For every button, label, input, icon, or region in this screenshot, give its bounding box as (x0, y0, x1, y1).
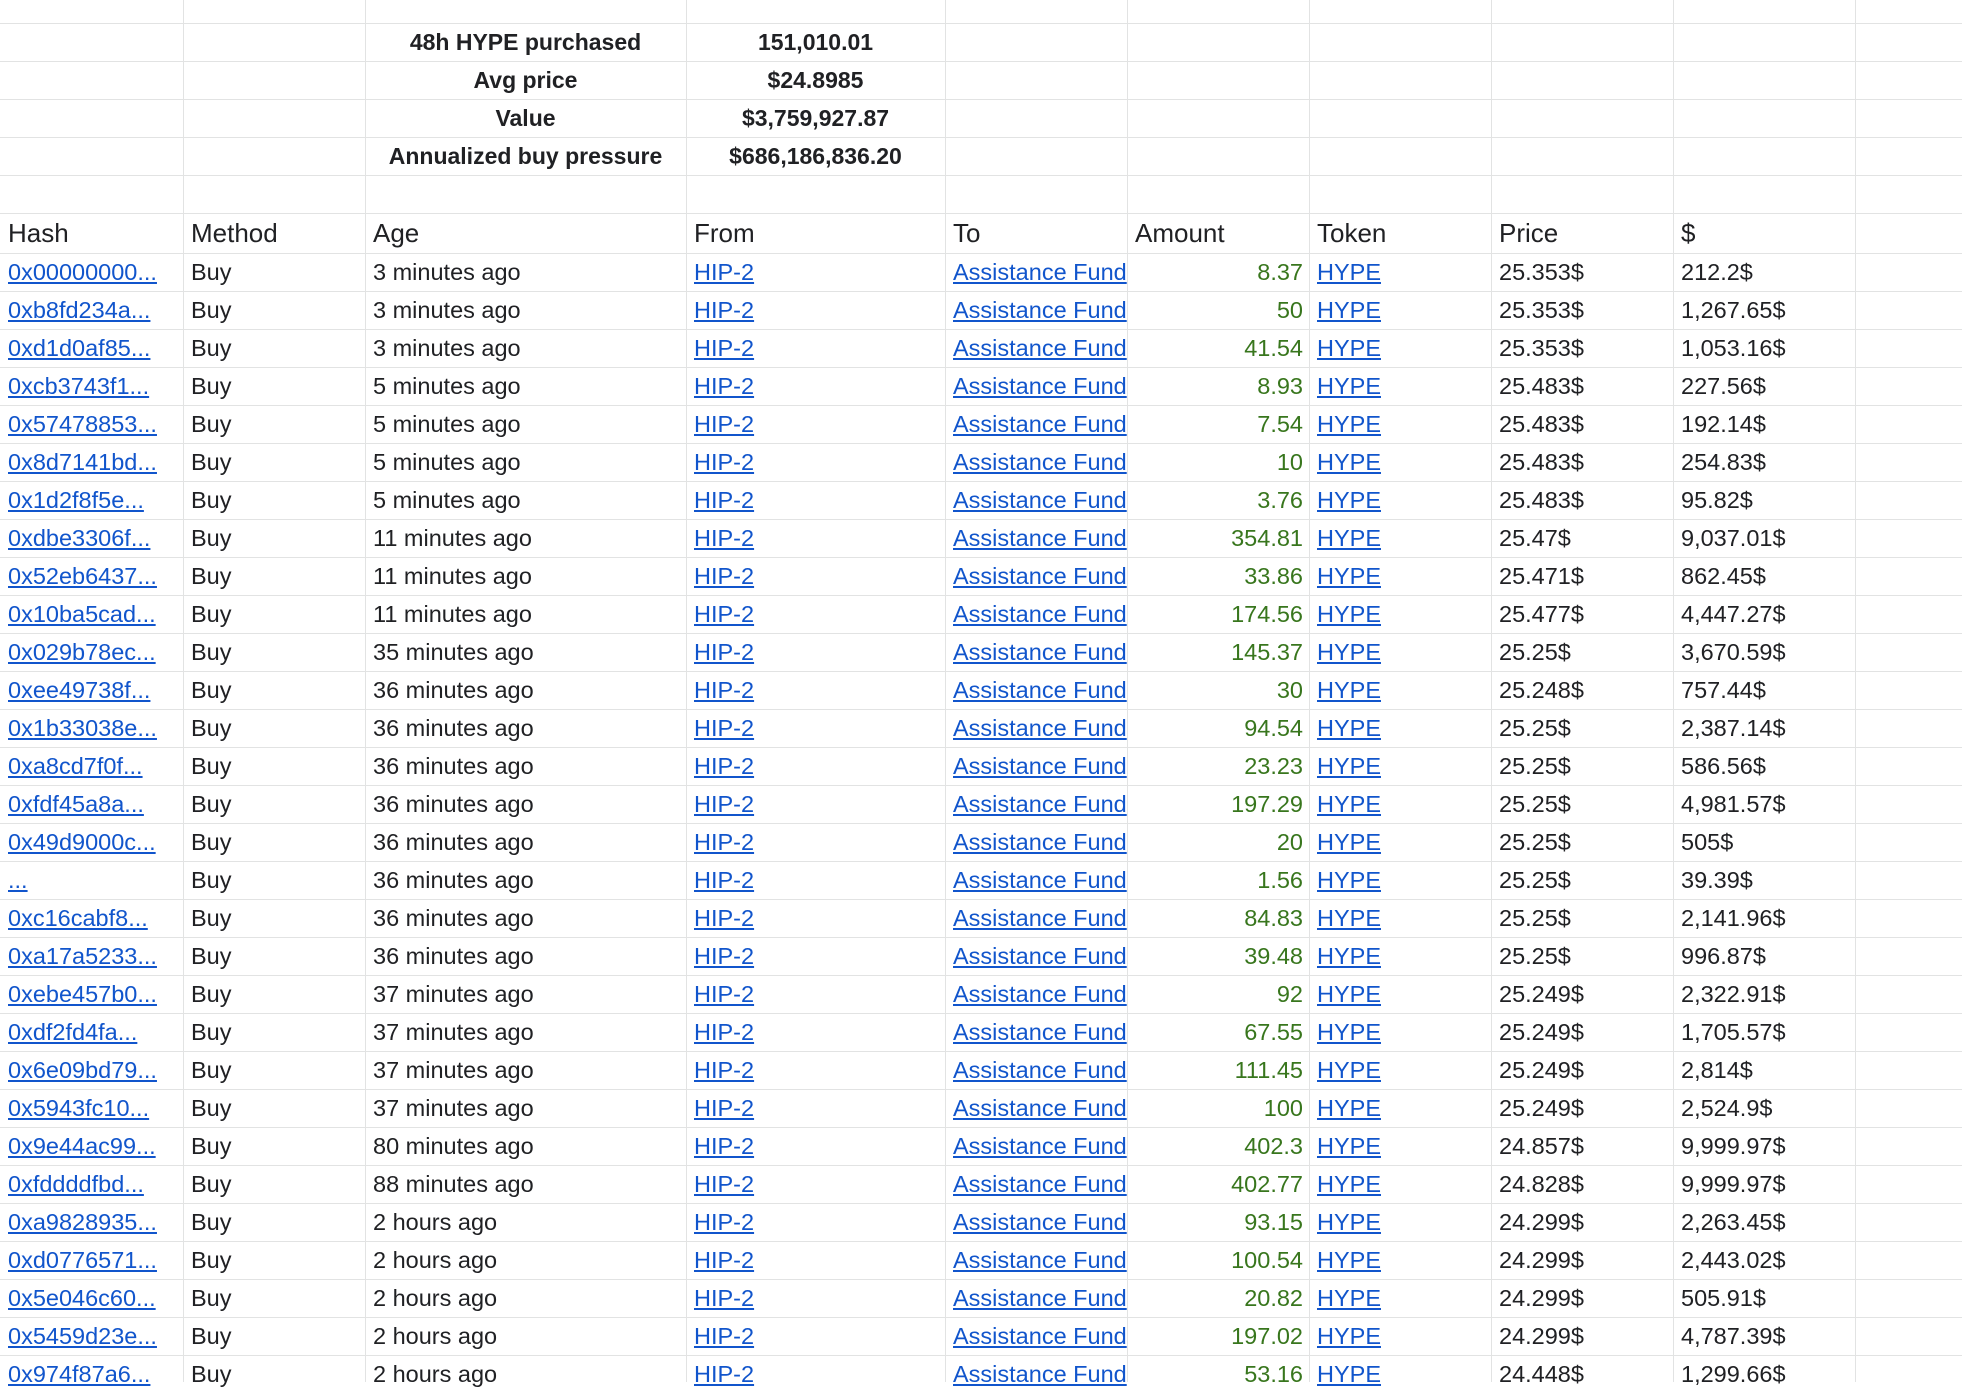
cell-hash-link[interactable]: 0x1d2f8f5e... (8, 487, 144, 513)
cell-hash-link[interactable]: 0xee49738f... (8, 677, 151, 703)
cell-from-link[interactable]: HIP-2 (694, 259, 755, 285)
cell-method: Buy (191, 905, 232, 931)
cell-amount: 30 (1276, 677, 1303, 703)
cell-age: 11 minutes ago (373, 563, 532, 589)
cell-price: 24.448$ (1499, 1361, 1584, 1387)
cell-price: 25.353$ (1499, 335, 1584, 361)
cell-method: Buy (191, 1171, 232, 1197)
cell-age: 37 minutes ago (373, 1057, 534, 1083)
cell-age: 11 minutes ago (373, 601, 532, 627)
cell-to-link[interactable]: Assistance Fund (953, 563, 1127, 589)
cell-token-link[interactable]: HYPE (1317, 411, 1381, 437)
cell-method: Buy (191, 487, 232, 513)
summary-value: $24.8985 (767, 67, 864, 93)
cell-token-link[interactable]: HYPE (1317, 487, 1381, 513)
cell-price: 25.25$ (1499, 715, 1571, 741)
cell-age: 36 minutes ago (373, 753, 534, 779)
column-header-price: Price (1499, 218, 1559, 248)
cell-to-link[interactable]: Assistance Fund (953, 335, 1127, 361)
column-header-amount: Amount (1135, 218, 1225, 248)
cell-age: 36 minutes ago (373, 905, 534, 931)
cell-method: Buy (191, 867, 232, 893)
row-divider (0, 99, 1962, 100)
cell-price: 24.299$ (1499, 1209, 1584, 1235)
cell-token-link[interactable]: HYPE (1317, 715, 1381, 741)
cell-amount: 20 (1276, 829, 1303, 855)
cell-from-link[interactable]: HIP-2 (694, 867, 755, 893)
cell-hash-link[interactable]: 0x57478853... (8, 411, 157, 437)
column-header-method: Method (191, 218, 278, 248)
cell-to-link[interactable]: Assistance Fund (953, 981, 1127, 1007)
cell-from-link[interactable]: HIP-2 (694, 563, 755, 589)
cell-age: 36 minutes ago (373, 829, 534, 855)
cell-method: Buy (191, 1247, 232, 1273)
cell-hash-link[interactable]: ... (8, 867, 28, 893)
cell-price: 25.483$ (1499, 449, 1584, 475)
cell-token-link[interactable]: HYPE (1317, 639, 1381, 665)
cell-price: 25.477$ (1499, 601, 1584, 627)
cell-from-link[interactable]: HIP-2 (694, 1057, 755, 1083)
summary-value: $686,186,836.20 (729, 143, 902, 169)
cell-amount: 402.77 (1231, 1171, 1303, 1197)
cell-age: 5 minutes ago (373, 411, 521, 437)
cell-usd: 9,999.97$ (1681, 1133, 1786, 1159)
cell-amount: 197.29 (1231, 791, 1303, 817)
cell-price: 25.483$ (1499, 411, 1584, 437)
cell-from-link[interactable]: HIP-2 (694, 1209, 755, 1235)
cell-method: Buy (191, 981, 232, 1007)
cell-from-link[interactable]: HIP-2 (694, 1095, 755, 1121)
cell-age: 5 minutes ago (373, 449, 521, 475)
cell-to-link[interactable]: Assistance Fund (953, 1019, 1127, 1045)
cell-hash-link[interactable]: 0xa17a5233... (8, 943, 157, 969)
cell-amount: 145.37 (1231, 639, 1303, 665)
cell-price: 25.47$ (1499, 525, 1571, 551)
cell-price: 24.857$ (1499, 1133, 1584, 1159)
cell-age: 3 minutes ago (373, 259, 521, 285)
cell-token-link[interactable]: HYPE (1317, 601, 1381, 627)
cell-price: 24.828$ (1499, 1171, 1584, 1197)
column-header-usd: $ (1681, 218, 1696, 248)
cell-amount: 20.82 (1244, 1285, 1303, 1311)
cell-method: Buy (191, 411, 232, 437)
cell-amount: 3.76 (1257, 487, 1303, 513)
cell-to-link[interactable]: Assistance Fund (953, 1247, 1127, 1273)
cell-hash-link[interactable]: 0x5e046c60... (8, 1285, 156, 1311)
cell-method: Buy (191, 1361, 232, 1387)
cell-usd: 192.14$ (1681, 411, 1766, 437)
cell-price: 25.25$ (1499, 905, 1571, 931)
cell-usd: 1,299.66$ (1681, 1361, 1786, 1387)
cell-hash-link[interactable]: 0xd1d0af85... (8, 335, 151, 361)
cell-usd: 2,322.91$ (1681, 981, 1786, 1007)
cell-price: 25.25$ (1499, 753, 1571, 779)
cell-token-link[interactable]: HYPE (1317, 1285, 1381, 1311)
cell-method: Buy (191, 1057, 232, 1083)
cell-amount: 8.37 (1257, 259, 1303, 285)
cell-amount: 67.55 (1244, 1019, 1303, 1045)
cell-hash-link[interactable]: 0x10ba5cad... (8, 601, 156, 627)
cell-to-link[interactable]: Assistance Fund (953, 867, 1127, 893)
cell-token-link[interactable]: HYPE (1317, 1133, 1381, 1159)
cell-hash-link[interactable]: 0x00000000... (8, 259, 157, 285)
cell-usd: 9,999.97$ (1681, 1171, 1786, 1197)
cell-to-link[interactable]: Assistance Fund (953, 715, 1127, 741)
cell-from-link[interactable]: HIP-2 (694, 905, 755, 931)
cell-token-link[interactable]: HYPE (1317, 943, 1381, 969)
cell-method: Buy (191, 677, 232, 703)
cell-amount: 197.02 (1231, 1323, 1303, 1349)
cell-usd: 212.2$ (1681, 259, 1753, 285)
cell-price: 25.249$ (1499, 981, 1584, 1007)
cell-hash-link[interactable]: 0xa8cd7f0f... (8, 753, 143, 779)
cell-usd: 39.39$ (1681, 867, 1753, 893)
summary-value: 151,010.01 (757, 29, 874, 55)
cell-usd: 996.87$ (1681, 943, 1766, 969)
cell-to-link[interactable]: Assistance Fund (953, 829, 1127, 855)
cell-age: 37 minutes ago (373, 981, 534, 1007)
cell-price: 25.353$ (1499, 297, 1584, 323)
cell-hash-link[interactable]: 0x9e44ac99... (8, 1133, 156, 1159)
cell-price: 24.299$ (1499, 1285, 1584, 1311)
cell-amount: 8.93 (1257, 373, 1303, 399)
cell-token-link[interactable]: HYPE (1317, 563, 1381, 589)
cell-from-link[interactable]: HIP-2 (694, 1171, 755, 1197)
cell-hash-link[interactable]: 0xdf2fd4fa... (8, 1019, 138, 1045)
cell-method: Buy (191, 943, 232, 969)
cell-method: Buy (191, 1133, 232, 1159)
cell-price: 25.483$ (1499, 373, 1584, 399)
cell-usd: 586.56$ (1681, 753, 1766, 779)
cell-age: 88 minutes ago (373, 1171, 534, 1197)
cell-token-link[interactable]: HYPE (1317, 1323, 1381, 1349)
cell-to-link[interactable]: Assistance Fund (953, 1209, 1127, 1235)
cell-hash-link[interactable]: 0x5459d23e... (8, 1323, 157, 1349)
cell-usd: 2,387.14$ (1681, 715, 1786, 741)
cell-age: 36 minutes ago (373, 867, 534, 893)
cell-method: Buy (191, 563, 232, 589)
cell-age: 3 minutes ago (373, 335, 521, 361)
cell-token-link[interactable]: HYPE (1317, 867, 1381, 893)
cell-age: 3 minutes ago (373, 297, 521, 323)
cell-to-link[interactable]: Assistance Fund (953, 487, 1127, 513)
cell-method: Buy (191, 639, 232, 665)
cell-price: 25.25$ (1499, 829, 1571, 855)
cell-age: 35 minutes ago (373, 639, 534, 665)
cell-from-link[interactable]: HIP-2 (694, 677, 755, 703)
cell-amount: 93.15 (1244, 1209, 1303, 1235)
cell-to-link[interactable]: Assistance Fund (953, 677, 1127, 703)
cell-usd: 4,787.39$ (1681, 1323, 1786, 1349)
cell-age: 2 hours ago (373, 1285, 498, 1311)
cell-usd: 9,037.01$ (1681, 525, 1786, 551)
cell-usd: 757.44$ (1681, 677, 1766, 703)
cell-price: 24.299$ (1499, 1247, 1584, 1273)
cell-price: 25.353$ (1499, 259, 1584, 285)
cell-age: 80 minutes ago (373, 1133, 534, 1159)
cell-to-link[interactable]: Assistance Fund (953, 411, 1127, 437)
summary-label: 48h HYPE purchased (409, 29, 642, 55)
cell-hash-link[interactable]: 0x52eb6437... (8, 563, 157, 589)
cell-token-link[interactable]: HYPE (1317, 525, 1381, 551)
cell-hash-link[interactable]: 0xdbe3306f... (8, 525, 151, 551)
cell-method: Buy (191, 791, 232, 817)
cell-price: 25.471$ (1499, 563, 1584, 589)
cell-usd: 95.82$ (1681, 487, 1753, 513)
cell-to-link[interactable]: Assistance Fund (953, 1171, 1127, 1197)
cell-method: Buy (191, 829, 232, 855)
column-header-from: From (694, 218, 755, 248)
cell-token-link[interactable]: HYPE (1317, 449, 1381, 475)
cell-amount: 50 (1276, 297, 1303, 323)
cell-amount: 100.54 (1231, 1247, 1303, 1273)
cell-amount: 39.48 (1244, 943, 1303, 969)
cell-hash-link[interactable]: 0x8d7141bd... (8, 449, 157, 475)
cell-hash-link[interactable]: 0x029b78ec... (8, 639, 156, 665)
cell-amount: 1.56 (1257, 867, 1303, 893)
cell-method: Buy (191, 715, 232, 741)
cell-from-link[interactable]: HIP-2 (694, 1323, 755, 1349)
cell-token-link[interactable]: HYPE (1317, 981, 1381, 1007)
cell-usd: 1,267.65$ (1681, 297, 1786, 323)
cell-hash-link[interactable]: 0x6e09bd79... (8, 1057, 157, 1083)
column-header-age: Age (373, 218, 420, 248)
cell-age: 2 hours ago (373, 1361, 498, 1387)
cell-usd: 505$ (1681, 829, 1734, 855)
cell-price: 25.249$ (1499, 1095, 1584, 1121)
row-divider (0, 175, 1962, 176)
cell-amount: 41.54 (1244, 335, 1303, 361)
cell-to-link[interactable]: Assistance Fund (953, 905, 1127, 931)
cell-age: 36 minutes ago (373, 943, 534, 969)
cell-from-link[interactable]: HIP-2 (694, 715, 755, 741)
cell-to-link[interactable]: Assistance Fund (953, 639, 1127, 665)
cell-price: 25.249$ (1499, 1057, 1584, 1083)
cell-from-link[interactable]: HIP-2 (694, 1361, 755, 1387)
cell-method: Buy (191, 525, 232, 551)
cell-token-link[interactable]: HYPE (1317, 1019, 1381, 1045)
cell-token-link[interactable]: HYPE (1317, 791, 1381, 817)
cell-token-link[interactable]: HYPE (1317, 1057, 1381, 1083)
cell-amount: 94.54 (1244, 715, 1303, 741)
row-divider (0, 137, 1962, 138)
cell-age: 36 minutes ago (373, 715, 534, 741)
summary-label: Avg price (473, 67, 578, 93)
column-divider (1855, 0, 1856, 1382)
cell-amount: 33.86 (1244, 563, 1303, 589)
cell-hash-link[interactable]: 0xfddddfbd... (8, 1171, 144, 1197)
cell-from-link[interactable]: HIP-2 (694, 335, 755, 361)
summary-value: $3,759,927.87 (741, 105, 890, 131)
cell-from-link[interactable]: HIP-2 (694, 487, 755, 513)
cell-from-link[interactable]: HIP-2 (694, 981, 755, 1007)
cell-from-link[interactable]: HIP-2 (694, 449, 755, 475)
summary-label: Value (495, 105, 556, 131)
cell-amount: 53.16 (1244, 1361, 1303, 1387)
cell-age: 37 minutes ago (373, 1095, 534, 1121)
cell-amount: 402.3 (1244, 1133, 1303, 1159)
cell-to-link[interactable]: Assistance Fund (953, 373, 1127, 399)
cell-amount: 10 (1276, 449, 1303, 475)
cell-usd: 2,263.45$ (1681, 1209, 1786, 1235)
cell-amount: 111.45 (1234, 1057, 1303, 1083)
column-header-hash: Hash (8, 218, 69, 248)
cell-age: 5 minutes ago (373, 487, 521, 513)
cell-hash-link[interactable]: 0x1b33038e... (8, 715, 157, 741)
cell-age: 2 hours ago (373, 1247, 498, 1273)
cell-method: Buy (191, 753, 232, 779)
cell-from-link[interactable]: HIP-2 (694, 1247, 755, 1273)
cell-from-link[interactable]: HIP-2 (694, 601, 755, 627)
cell-price: 25.25$ (1499, 791, 1571, 817)
cell-token-link[interactable]: HYPE (1317, 1247, 1381, 1273)
cell-to-link[interactable]: Assistance Fund (953, 753, 1127, 779)
cell-method: Buy (191, 1323, 232, 1349)
cell-to-link[interactable]: Assistance Fund (953, 1361, 1127, 1387)
cell-age: 5 minutes ago (373, 373, 521, 399)
cell-amount: 92 (1276, 981, 1303, 1007)
cell-from-link[interactable]: HIP-2 (694, 411, 755, 437)
cell-token-link[interactable]: HYPE (1317, 373, 1381, 399)
cell-usd: 1,705.57$ (1681, 1019, 1786, 1045)
cell-method: Buy (191, 601, 232, 627)
cell-hash-link[interactable]: 0xcb3743f1... (8, 373, 150, 399)
cell-method: Buy (191, 297, 232, 323)
cell-token-link[interactable]: HYPE (1317, 335, 1381, 361)
cell-token-link[interactable]: HYPE (1317, 1095, 1381, 1121)
cell-price: 25.25$ (1499, 639, 1571, 665)
cell-to-link[interactable]: Assistance Fund (953, 259, 1127, 285)
cell-from-link[interactable]: HIP-2 (694, 373, 755, 399)
cell-age: 37 minutes ago (373, 1019, 534, 1045)
cell-age: 36 minutes ago (373, 677, 534, 703)
cell-price: 24.299$ (1499, 1323, 1584, 1349)
cell-from-link[interactable]: HIP-2 (694, 943, 755, 969)
cell-usd: 1,053.16$ (1681, 335, 1786, 361)
cell-usd: 2,814$ (1681, 1057, 1753, 1083)
cell-age: 2 hours ago (373, 1323, 498, 1349)
cell-from-link[interactable]: HIP-2 (694, 1285, 755, 1311)
cell-hash-link[interactable]: 0xebe457b0... (8, 981, 157, 1007)
cell-token-link[interactable]: HYPE (1317, 905, 1381, 931)
cell-age: 36 minutes ago (373, 791, 534, 817)
cell-from-link[interactable]: HIP-2 (694, 525, 755, 551)
cell-hash-link[interactable]: 0xfdf45a8a... (8, 791, 144, 817)
cell-usd: 227.56$ (1681, 373, 1766, 399)
cell-token-link[interactable]: HYPE (1317, 1171, 1381, 1197)
cell-amount: 84.83 (1244, 905, 1303, 931)
cell-amount: 23.23 (1244, 753, 1303, 779)
cell-to-link[interactable]: Assistance Fund (953, 1133, 1127, 1159)
cell-usd: 505.91$ (1681, 1285, 1766, 1311)
cell-from-link[interactable]: HIP-2 (694, 753, 755, 779)
row-divider (0, 23, 1962, 24)
row-divider (0, 61, 1962, 62)
cell-to-link[interactable]: Assistance Fund (953, 943, 1127, 969)
cell-method: Buy (191, 1019, 232, 1045)
cell-from-link[interactable]: HIP-2 (694, 297, 755, 323)
cell-hash-link[interactable]: 0xc16cabf8... (8, 905, 148, 931)
cell-age: 2 hours ago (373, 1209, 498, 1235)
cell-to-link[interactable]: Assistance Fund (953, 601, 1127, 627)
column-header-to: To (953, 218, 981, 248)
cell-usd: 2,524.9$ (1681, 1095, 1773, 1121)
cell-method: Buy (191, 373, 232, 399)
cell-to-link[interactable]: Assistance Fund (953, 297, 1127, 323)
cell-from-link[interactable]: HIP-2 (694, 829, 755, 855)
cell-age: 11 minutes ago (373, 525, 532, 551)
cell-method: Buy (191, 1285, 232, 1311)
cell-hash-link[interactable]: 0xb8fd234a... (8, 297, 151, 323)
cell-hash-link[interactable]: 0x49d9000c... (8, 829, 156, 855)
cell-from-link[interactable]: HIP-2 (694, 791, 755, 817)
cell-price: 25.25$ (1499, 943, 1571, 969)
cell-from-link[interactable]: HIP-2 (694, 1019, 755, 1045)
cell-price: 25.25$ (1499, 867, 1571, 893)
cell-token-link[interactable]: HYPE (1317, 677, 1381, 703)
cell-price: 25.248$ (1499, 677, 1584, 703)
cell-to-link[interactable]: Assistance Fund (953, 1323, 1127, 1349)
cell-amount: 174.56 (1231, 601, 1303, 627)
summary-label: Annualized buy pressure (388, 143, 663, 169)
cell-method: Buy (191, 449, 232, 475)
cell-token-link[interactable]: HYPE (1317, 1209, 1381, 1235)
column-header-token: Token (1317, 218, 1387, 248)
cell-method: Buy (191, 1209, 232, 1235)
cell-to-link[interactable]: Assistance Fund (953, 525, 1127, 551)
cell-hash-link[interactable]: 0xa9828935... (8, 1209, 157, 1235)
cell-token-link[interactable]: HYPE (1317, 1361, 1381, 1387)
cell-to-link[interactable]: Assistance Fund (953, 791, 1127, 817)
cell-usd: 2,443.02$ (1681, 1247, 1786, 1273)
cell-method: Buy (191, 335, 232, 361)
cell-to-link[interactable]: Assistance Fund (953, 1095, 1127, 1121)
cell-to-link[interactable]: Assistance Fund (953, 449, 1127, 475)
cell-amount: 354.81 (1231, 525, 1303, 551)
cell-usd: 254.83$ (1681, 449, 1766, 475)
cell-from-link[interactable]: HIP-2 (694, 1133, 755, 1159)
cell-hash-link[interactable]: 0xd0776571... (8, 1247, 157, 1273)
cell-method: Buy (191, 1095, 232, 1121)
cell-hash-link[interactable]: 0x5943fc10... (8, 1095, 150, 1121)
cell-amount: 7.54 (1257, 411, 1303, 437)
cell-to-link[interactable]: Assistance Fund (953, 1285, 1127, 1311)
cell-token-link[interactable]: HYPE (1317, 259, 1381, 285)
cell-usd: 2,141.96$ (1681, 905, 1786, 931)
cell-price: 25.249$ (1499, 1019, 1584, 1045)
cell-amount: 100 (1263, 1095, 1303, 1121)
cell-from-link[interactable]: HIP-2 (694, 639, 755, 665)
cell-usd: 3,670.59$ (1681, 639, 1786, 665)
cell-token-link[interactable]: HYPE (1317, 297, 1381, 323)
cell-to-link[interactable]: Assistance Fund (953, 1057, 1127, 1083)
cell-usd: 4,447.27$ (1681, 601, 1786, 627)
cell-method: Buy (191, 259, 232, 285)
cell-hash-link[interactable]: 0x974f87a6... (8, 1361, 151, 1387)
cell-price: 25.483$ (1499, 487, 1584, 513)
cell-token-link[interactable]: HYPE (1317, 829, 1381, 855)
cell-token-link[interactable]: HYPE (1317, 753, 1381, 779)
cell-usd: 862.45$ (1681, 563, 1766, 589)
cell-usd: 4,981.57$ (1681, 791, 1786, 817)
